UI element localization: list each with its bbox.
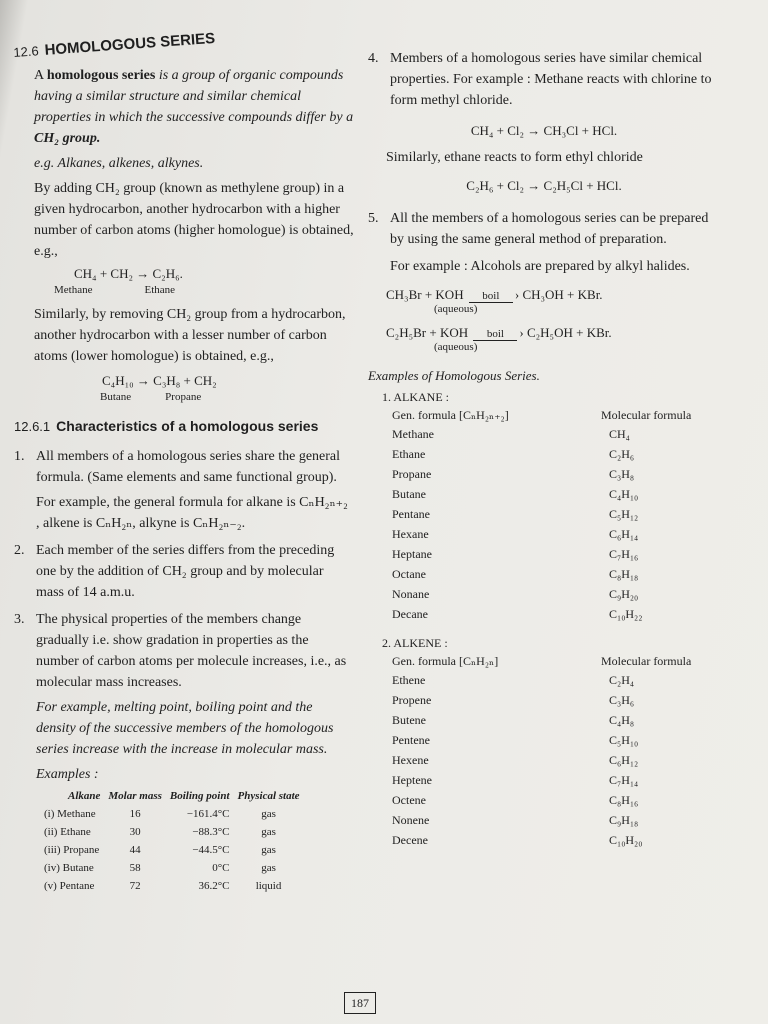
arrow-head-icon: › [514,287,520,302]
alkene-series-table [368,634,695,850]
alkane-row-cell: Octane [392,567,426,581]
alkene-row [368,710,695,730]
alkane-row-cell: C₆H₁₄ [609,527,639,541]
table-row-cell: 16 [129,808,141,820]
eg-line: e.g. Alkanes, alkenes, alkynes. [34,156,204,171]
removing-paragraph: Similarly, by removing CH₂ group from a hydrocarbon, another hydrocarbon with a lesser number of carbon atoms (lower homologue) is obtained, e.g., [34,307,346,364]
alkene-row-cell: C₈H₁₆ [609,793,639,807]
table-row [44,805,304,823]
alkane-row-cell: Methane [392,427,434,441]
alkane-row-cell: Hexane [392,527,429,541]
eq6-right: C₂H₅OH + KBr. [526,325,612,340]
def-rest: is a group of organic compounds having a similar structure and similar chemical properties in which the successive compounds differ by a [34,68,354,125]
right-column [368,48,720,850]
char-item-1 [14,446,354,488]
alkene-row [368,770,695,790]
section-title-text: HOMOLOGOUS SERIES [44,29,216,59]
eq6-arrow [473,328,517,341]
alkene-row-cell: Nonene [392,813,430,827]
alkene-row [368,810,695,830]
char-item-2 [14,540,354,603]
examples-label [14,764,354,785]
item-number: 3. [14,612,25,627]
alkene-row [368,790,695,810]
item-text: All members of a homologous series share the general formula. (Same elements and same functional group). [36,449,341,485]
item-number: 2. [14,543,25,558]
table-header-row [44,787,304,805]
eq2-label-butane: Butane [100,391,132,403]
alkane-row [368,584,695,604]
eq1-label-ethane: Ethane [144,284,176,296]
ethane-line: Similarly, ethane reacts to form ethyl chloride [386,150,643,165]
col-physical-state: Physical state [237,790,300,802]
alkane-row-cell: C₈H₁₈ [609,567,639,581]
eq2-label-propane: Propane [165,391,202,403]
alkene-head-row [368,634,695,652]
char-item-5 [368,208,720,250]
alkene-row-cell: C₂H₄ [609,673,635,687]
alkene-row-cell: C₇H₁₄ [609,773,639,787]
eq6-left: C₂H₅Br + KOH [386,325,469,340]
def-group: CH₂ group. [34,131,101,146]
section-number: 12.6 [12,43,40,61]
col-boiling-point: Boiling point [169,790,230,802]
table-row-cell: liquid [255,880,282,892]
alkane-mf-label: Molecular formula [601,408,692,422]
def-lead: A [34,68,44,83]
alkene-row-cell: Decene [392,833,428,847]
subsection-number: 12.6.1 [14,419,51,434]
alkane-row-cell: C₃H₈ [609,467,635,481]
equation-1-text: CH₄ + CH₂ → C₂H₆. [74,266,183,281]
eq5-right: CH₃OH + KBr. [522,287,603,302]
table-row-cell: gas [261,808,276,820]
alkene-gen-row [368,652,695,670]
alkene-row [368,730,695,750]
equation-2 [14,371,354,403]
alkane-row [368,564,695,584]
subsection-heading [14,417,354,436]
alkane-head: 1. ALKANE : [382,390,449,404]
alkane-properties-table [44,787,304,895]
alkene-row-cell: Octene [392,793,426,807]
alkene-row-cell: Hexene [392,753,429,767]
col-alkane: Alkane [68,790,101,802]
equation-3: CH₄ + Cl₂ → CH₃Cl + HCl. [470,123,618,138]
alkene-row [368,830,695,850]
alkene-row-cell: C₅H₁₀ [609,733,639,747]
alkene-row-cell: C₉H₁₈ [609,813,639,827]
alkane-row [368,484,695,504]
alkane-row-cell: Pentane [392,507,430,521]
item-example: For example, the general formula for alkane is CₙH₂ₙ₊₂ , alkene is CₙH₂ₙ, alkyne is CₙH₂ₙ₋₂. [36,495,348,531]
table-row [44,823,304,841]
examples-title: Examples of Homologous Series. [368,368,540,383]
alkane-row-cell: Decane [392,607,428,621]
table-row-cell: −88.3°C [192,826,230,838]
alkane-row-cell: Nonane [392,587,430,601]
table-row-cell: −44.5°C [192,844,230,856]
alkene-mf-label: Molecular formula [601,654,692,668]
alkane-row-cell: Butane [392,487,426,501]
arrow-head-icon: › [519,325,524,340]
eq5-condition: boil [482,290,500,302]
eq6-condition: boil [486,328,504,340]
char-item-3-example [14,697,354,760]
equation-4: C₂H₆ + Cl₂ → C₂H₅Cl + HCl. [466,178,622,193]
eq5-sub: (aqueous) [434,303,478,315]
equation-2-text: C₄H₁₀ → C₃H₈ + CH₂ [102,373,217,388]
section-title [13,20,353,61]
alkane-row [368,444,695,464]
eq6-sub: (aqueous) [434,341,478,353]
table-row-cell: 0°C [212,862,230,874]
examples-label-text: Examples : [36,767,99,782]
char-item-1-example [14,492,354,534]
table-row-cell: (i) Methane [44,808,96,820]
definition-paragraph [14,65,354,149]
alkane-row-cell: C₄H₁₀ [609,487,639,501]
alkane-row [368,504,695,524]
alkene-row-cell: Propene [392,693,432,707]
eq1-label-methane: Methane [54,284,93,296]
alkane-row-cell: C₅H₁₂ [609,507,639,521]
table-row-cell: gas [261,826,276,838]
equation-1 [14,264,354,296]
item-example: For example, melting point, boiling point and the density of the successive members of the homologous series increase with the increase in molecular mass. [36,700,334,757]
alkene-head: 2. ALKENE : [382,636,448,650]
alkene-row-cell: C₁₀H₂₀ [609,833,643,847]
eq5-arrow [469,290,513,303]
item-example: For example : Alcohols are prepared by alkyl halides. [390,259,690,274]
alkane-gen-row [368,406,695,424]
alkane-row-cell: C₉H₂₀ [609,587,639,601]
table-row [44,841,304,859]
alkane-head-row [368,388,695,406]
alkene-row [368,690,695,710]
alkane-row [368,424,695,444]
alkane-series-table [368,388,695,624]
item-text: Members of a homologous series have similar chemical properties. For example : Methane reacts with chlorine to form methyl chloride. [390,51,712,108]
alkene-row-cell: Heptene [392,773,432,787]
table-row-cell: gas [261,862,276,874]
alkene-row [368,750,695,770]
table-row-cell: (v) Pentane [44,880,95,892]
alkene-row-cell: Ethene [392,673,426,687]
table-row-cell: (iv) Butane [44,862,94,874]
char-item-4 [368,48,720,111]
alkane-row [368,604,695,624]
table-row-cell: (iii) Propane [44,844,100,856]
table-row-cell: 44 [129,844,141,856]
item-number: 5. [368,211,379,226]
table-row-cell: 58 [129,862,141,874]
alkane-gen-formula: Gen. formula [CₙH₂ₙ₊₂] [392,408,509,422]
item-text: All the members of a homologous series can be prepared by using the same general method of preparation. [390,211,709,247]
eq5-left: CH₃Br + KOH [386,287,464,302]
alkane-row [368,544,695,564]
alkane-row-cell: Ethane [392,447,426,461]
subsection-title: Characteristics of a homologous series [56,418,319,434]
alkane-row-cell: Propane [392,467,432,481]
alkane-row [368,524,695,544]
char-item-5-example [368,256,720,277]
table-row [44,859,304,877]
table-row-cell: 30 [129,826,141,838]
left-column [12,29,354,895]
item-number: 4. [368,51,379,66]
alkene-row-cell: Butene [392,713,426,727]
alkane-row-cell: C₂H₆ [609,447,635,461]
item-number: 1. [14,449,25,464]
alkene-row-cell: C₆H₁₂ [609,753,639,767]
alkene-row [368,670,695,690]
item-text: The physical properties of the members change gradually i.e. show gradation in properties as the number of carbon atoms per molecule increases, i.e., as molecular mass increases. [36,612,347,690]
char-item-3 [14,609,354,693]
table-row-cell: (ii) Ethane [44,826,91,838]
table-row-cell: 72 [129,880,141,892]
adding-paragraph: By adding CH₂ group (known as methylene group) in a given hydrocarbon, another hydrocarbon with a higher number of carbon atoms (higher homologue) is obtained, e.g., [34,181,354,259]
equation-5 [368,287,720,315]
alkane-row [368,464,695,484]
table-row-cell: gas [261,844,276,856]
table-row [44,877,304,895]
table-row-cell: 36.2°C [198,880,230,892]
alkane-row-cell: Heptane [392,547,432,561]
alkane-row-cell: CH₄ [609,427,630,441]
alkene-row-cell: C₃H₆ [609,693,635,707]
col-molar-mass: Molar mass [108,790,162,802]
alkene-row-cell: C₄H₈ [609,713,635,727]
table-row-cell: −161.4°C [186,808,230,820]
alkene-row-cell: Pentene [392,733,430,747]
alkene-gen-formula: Gen. formula [CₙH₂ₙ] [392,654,499,668]
alkane-row-cell: C₁₀H₂₂ [609,607,643,621]
equation-6 [368,325,720,353]
alkane-row-cell: C₇H₁₆ [609,547,639,561]
page-number: 187 [344,992,376,1014]
def-term: homologous series [46,68,156,83]
item-text: Each member of the series differs from the preceding one by the addition of CH₂ group and by molecular mass of 14 a.m.u. [36,543,335,600]
